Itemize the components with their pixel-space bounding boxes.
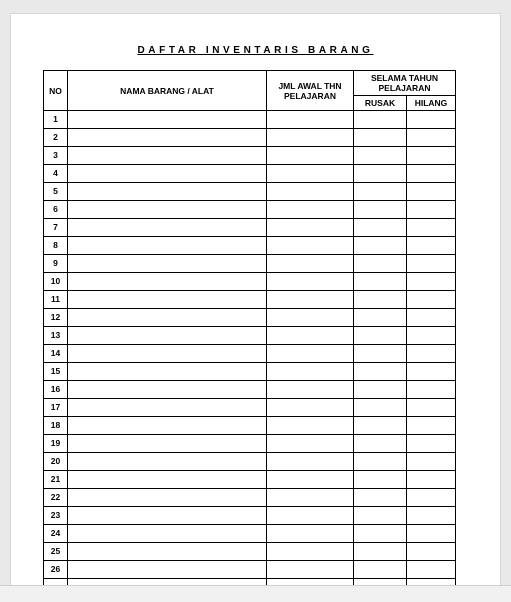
cell-nama-barang[interactable] [68,507,267,525]
header-selama-tahun: SELAMA TAHUN PELAJARAN [354,71,456,96]
table-row [44,471,456,489]
header-no: NO [44,71,68,111]
row-number: 16 [44,381,68,399]
cell-nama-barang[interactable] [68,543,267,561]
cell-nama-barang[interactable] [68,165,267,183]
cell-rusak[interactable] [354,129,407,147]
table-row [44,453,456,471]
cell-hilang[interactable] [407,507,456,525]
document-page [11,14,500,585]
cell-rusak[interactable] [354,489,407,507]
cell-rusak[interactable] [354,237,407,255]
cell-jml-awal[interactable] [267,129,354,147]
cell-nama-barang[interactable] [68,363,267,381]
row-number: 3 [44,147,68,165]
row-number: 12 [44,309,68,327]
cell-hilang[interactable] [407,219,456,237]
row-number: 1 [44,111,68,129]
table-row [44,381,456,399]
cell-rusak[interactable] [354,147,407,165]
inventory-table [43,70,456,585]
cell-nama-barang[interactable] [68,525,267,543]
cell-rusak[interactable] [354,111,407,129]
cell-rusak[interactable] [354,345,407,363]
cell-jml-awal[interactable] [267,363,354,381]
cell-hilang[interactable] [407,489,456,507]
cell-rusak[interactable] [354,183,407,201]
cell-jml-awal[interactable] [267,399,354,417]
cell-nama-barang[interactable] [68,237,267,255]
table-row [44,237,456,255]
table-row [44,129,456,147]
cell-jml-awal[interactable] [267,309,354,327]
row-number: 5 [44,183,68,201]
row-number: 9 [44,255,68,273]
cell-jml-awal[interactable] [267,255,354,273]
cell-rusak[interactable] [354,219,407,237]
table-row [44,291,456,309]
row-number: 20 [44,453,68,471]
cell-rusak[interactable] [354,201,407,219]
cell-jml-awal[interactable] [267,417,354,435]
cell-nama-barang[interactable] [68,327,267,345]
cell-hilang[interactable] [407,417,456,435]
cell-jml-awal[interactable] [267,453,354,471]
cell-rusak[interactable] [354,327,407,345]
cell-jml-awal[interactable] [267,291,354,309]
cell-rusak[interactable] [354,399,407,417]
row-number: 11 [44,291,68,309]
cell-jml-awal[interactable] [267,327,354,345]
row-number: 17 [44,399,68,417]
cell-hilang[interactable] [407,327,456,345]
cell-rusak[interactable] [354,363,407,381]
row-number: 7 [44,219,68,237]
cell-rusak[interactable] [354,543,407,561]
cell-jml-awal[interactable] [267,183,354,201]
cell-rusak[interactable] [354,309,407,327]
cell-hilang[interactable] [407,273,456,291]
table-row [44,255,456,273]
row-number: 25 [44,543,68,561]
cell-hilang[interactable] [407,255,456,273]
cell-hilang[interactable] [407,381,456,399]
cell-hilang[interactable] [407,399,456,417]
row-number: 4 [44,165,68,183]
window-bottom-bar [0,585,511,602]
cell-hilang[interactable] [407,435,456,453]
cell-hilang[interactable] [407,345,456,363]
cell-nama-barang[interactable] [68,111,267,129]
cell-jml-awal[interactable] [267,111,354,129]
cell-jml-awal[interactable] [267,237,354,255]
cell-jml-awal[interactable] [267,471,354,489]
cell-jml-awal[interactable] [267,435,354,453]
cell-rusak[interactable] [354,417,407,435]
cell-nama-barang[interactable] [68,471,267,489]
row-number: 21 [44,471,68,489]
cell-rusak[interactable] [354,561,407,579]
cell-jml-awal[interactable] [267,507,354,525]
row-number: 14 [44,345,68,363]
row-number: 26 [44,561,68,579]
cell-nama-barang[interactable] [68,399,267,417]
cell-jml-awal[interactable] [267,345,354,363]
cell-hilang[interactable] [407,183,456,201]
document-title: DAFTAR INVENTARIS BARANG [137,45,374,56]
cell-jml-awal[interactable] [267,561,354,579]
table-row [44,525,456,543]
cell-rusak[interactable] [354,435,407,453]
cell-jml-awal[interactable] [267,165,354,183]
cell-rusak[interactable] [354,471,407,489]
table-row [44,111,456,129]
table-row [44,399,456,417]
cell-nama-barang[interactable] [68,183,267,201]
header-rusak: RUSAK [354,96,407,111]
cell-nama-barang[interactable] [68,291,267,309]
table-row [44,327,456,345]
cell-nama-barang[interactable] [68,201,267,219]
row-number: 6 [44,201,68,219]
cell-nama-barang[interactable] [68,147,267,165]
table-row [44,201,456,219]
table-row [44,147,456,165]
table-row [44,363,456,381]
cell-rusak[interactable] [354,273,407,291]
cell-hilang[interactable] [407,165,456,183]
row-number: 2 [44,129,68,147]
table-row [44,435,456,453]
cell-nama-barang[interactable] [68,273,267,291]
cell-hilang[interactable] [407,363,456,381]
cell-hilang[interactable] [407,309,456,327]
cell-hilang[interactable] [407,543,456,561]
cell-nama-barang[interactable] [68,345,267,363]
table-body [44,111,456,586]
cell-hilang[interactable] [407,291,456,309]
cell-hilang[interactable] [407,237,456,255]
cell-rusak[interactable] [354,381,407,399]
cell-nama-barang[interactable] [68,381,267,399]
cell-nama-barang[interactable] [68,219,267,237]
cell-nama-barang[interactable] [68,129,267,147]
row-number: 19 [44,435,68,453]
cell-hilang[interactable] [407,147,456,165]
cell-jml-awal[interactable] [267,381,354,399]
cell-hilang[interactable] [407,129,456,147]
cell-nama-barang[interactable] [68,453,267,471]
cell-nama-barang[interactable] [68,255,267,273]
table-row [44,543,456,561]
table-row [44,417,456,435]
table-row [44,165,456,183]
table-row [44,345,456,363]
table-row [44,489,456,507]
row-number: 15 [44,363,68,381]
cell-nama-barang[interactable] [68,435,267,453]
header-hilang: HILANG [407,96,456,111]
cell-jml-awal[interactable] [267,219,354,237]
cell-jml-awal[interactable] [267,147,354,165]
cell-jml-awal[interactable] [267,525,354,543]
table-row [44,273,456,291]
cell-hilang[interactable] [407,453,456,471]
table-row [44,507,456,525]
header-nama-barang: NAMA BARANG / ALAT [68,71,267,111]
cell-nama-barang[interactable] [68,417,267,435]
row-number: 23 [44,507,68,525]
cell-hilang[interactable] [407,201,456,219]
cell-jml-awal[interactable] [267,489,354,507]
cell-nama-barang[interactable] [68,561,267,579]
cell-rusak[interactable] [354,525,407,543]
cell-jml-awal[interactable] [267,273,354,291]
cell-hilang[interactable] [407,525,456,543]
cell-hilang[interactable] [407,471,456,489]
cell-rusak[interactable] [354,453,407,471]
row-number: 8 [44,237,68,255]
cell-rusak[interactable] [354,255,407,273]
cell-rusak[interactable] [354,291,407,309]
cell-nama-barang[interactable] [68,309,267,327]
cell-jml-awal[interactable] [267,201,354,219]
table-row [44,561,456,579]
row-number: 10 [44,273,68,291]
row-number: 13 [44,327,68,345]
row-number: 22 [44,489,68,507]
cell-rusak[interactable] [354,165,407,183]
header-jml-awal: JML AWAL THN PELAJARAN [267,71,354,111]
table-row [44,183,456,201]
cell-nama-barang[interactable] [68,489,267,507]
cell-rusak[interactable] [354,507,407,525]
row-number: 18 [44,417,68,435]
cell-hilang[interactable] [407,561,456,579]
table-row [44,219,456,237]
cell-hilang[interactable] [407,111,456,129]
cell-jml-awal[interactable] [267,543,354,561]
table-row [44,309,456,327]
row-number: 24 [44,525,68,543]
